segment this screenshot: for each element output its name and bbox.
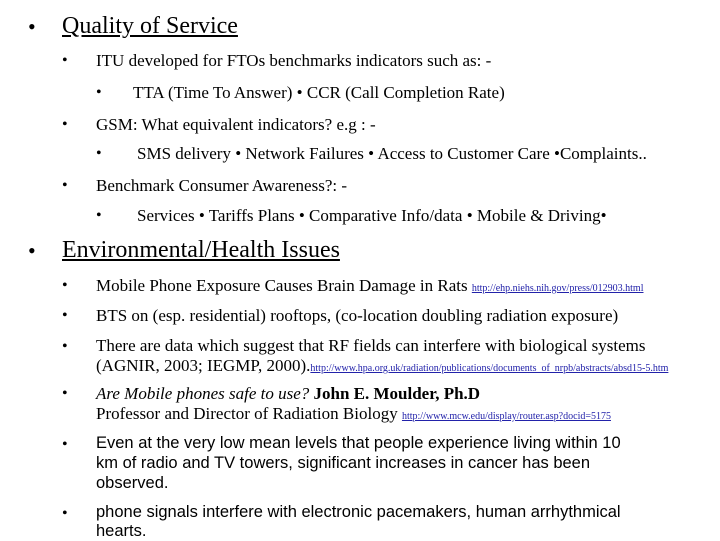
qos-sub-itu: TTA (Time To Answer) • CCR (Call Completion Rate) [133, 83, 505, 102]
health-item-towers-line2: km of radio and TV towers, significant increases in cancer has been [96, 454, 591, 472]
qos-sub-gsm: SMS delivery • Network Failures • Access to Customer Care •Complaints.. [137, 144, 647, 163]
item-bullet: • [62, 277, 68, 294]
qos-item-gsm: GSM: What equivalent indicators? e.g : - [96, 115, 376, 134]
qos-item-itu: ITU developed for FTOs benchmarks indicators such as: - [96, 51, 492, 70]
qos-sub-benchmark: Services • Tariffs Plans • Comparative Info/data • Mobile & Driving• [137, 206, 607, 225]
health-item-rf-line2 [96, 356, 668, 376]
health-item-towers-line3: observed. [96, 474, 169, 492]
section-title-health: Environmental/Health Issues [62, 237, 340, 263]
item-bullet: • [62, 385, 68, 402]
item-bullet: • [62, 338, 68, 355]
rats-link[interactable]: http://ehp.niehs.nih.gov/press/012903.html [471, 283, 644, 294]
item-bullet: • [62, 116, 68, 133]
item-bullet: • [62, 436, 68, 453]
sub-bullet: • [96, 84, 102, 101]
sub-bullet: • [96, 145, 102, 162]
item-bullet: • [62, 177, 68, 194]
rf-citation: (AGNIR, 2003; IEGMP, 2000). [96, 356, 311, 375]
health-item-pacemaker-line2: hearts. [96, 522, 147, 540]
section-bullet: • [28, 14, 36, 39]
safe-author: John E. Moulder, Ph.D [313, 384, 481, 403]
safe-title: Professor and Director of Radiation Biology [96, 404, 398, 423]
section-bullet: • [28, 238, 36, 263]
item-bullet: • [62, 505, 68, 522]
item-bullet: • [62, 52, 68, 69]
health-item-rats-text: Mobile Phone Exposure Causes Brain Damage in Rats [96, 276, 468, 295]
qos-item-benchmark: Benchmark Consumer Awareness?: - [96, 176, 348, 195]
health-item-safe-line2 [96, 404, 611, 424]
hpa-link[interactable]: http://www.hpa.org.uk/radiation/publications/documents_of_nrpb/abstracts/absd15-5.htm [310, 363, 669, 374]
sub-bullet: • [96, 207, 102, 224]
health-item-rats [96, 276, 644, 296]
health-item-safe-line1 [96, 384, 480, 404]
health-item-towers-line1: Even at the very low mean levels that people experience living within 10 [96, 434, 621, 452]
health-item-bts: BTS on (esp. residential) rooftops, (co-location doubling radiation exposure) [96, 306, 619, 325]
health-item-rf-line1: There are data which suggest that RF fields can interfere with biological systems [96, 336, 646, 355]
health-item-pacemaker-line1: phone signals interfere with electronic pacemakers, human arrhythmical [96, 503, 621, 521]
safe-question: Are Mobile phones safe to use? [96, 384, 310, 403]
item-bullet: • [62, 307, 68, 324]
mcw-link[interactable]: http://www.mcw.edu/display/router.asp?docid=5175 [401, 411, 611, 422]
section-title-quality: Quality of Service [62, 13, 238, 39]
